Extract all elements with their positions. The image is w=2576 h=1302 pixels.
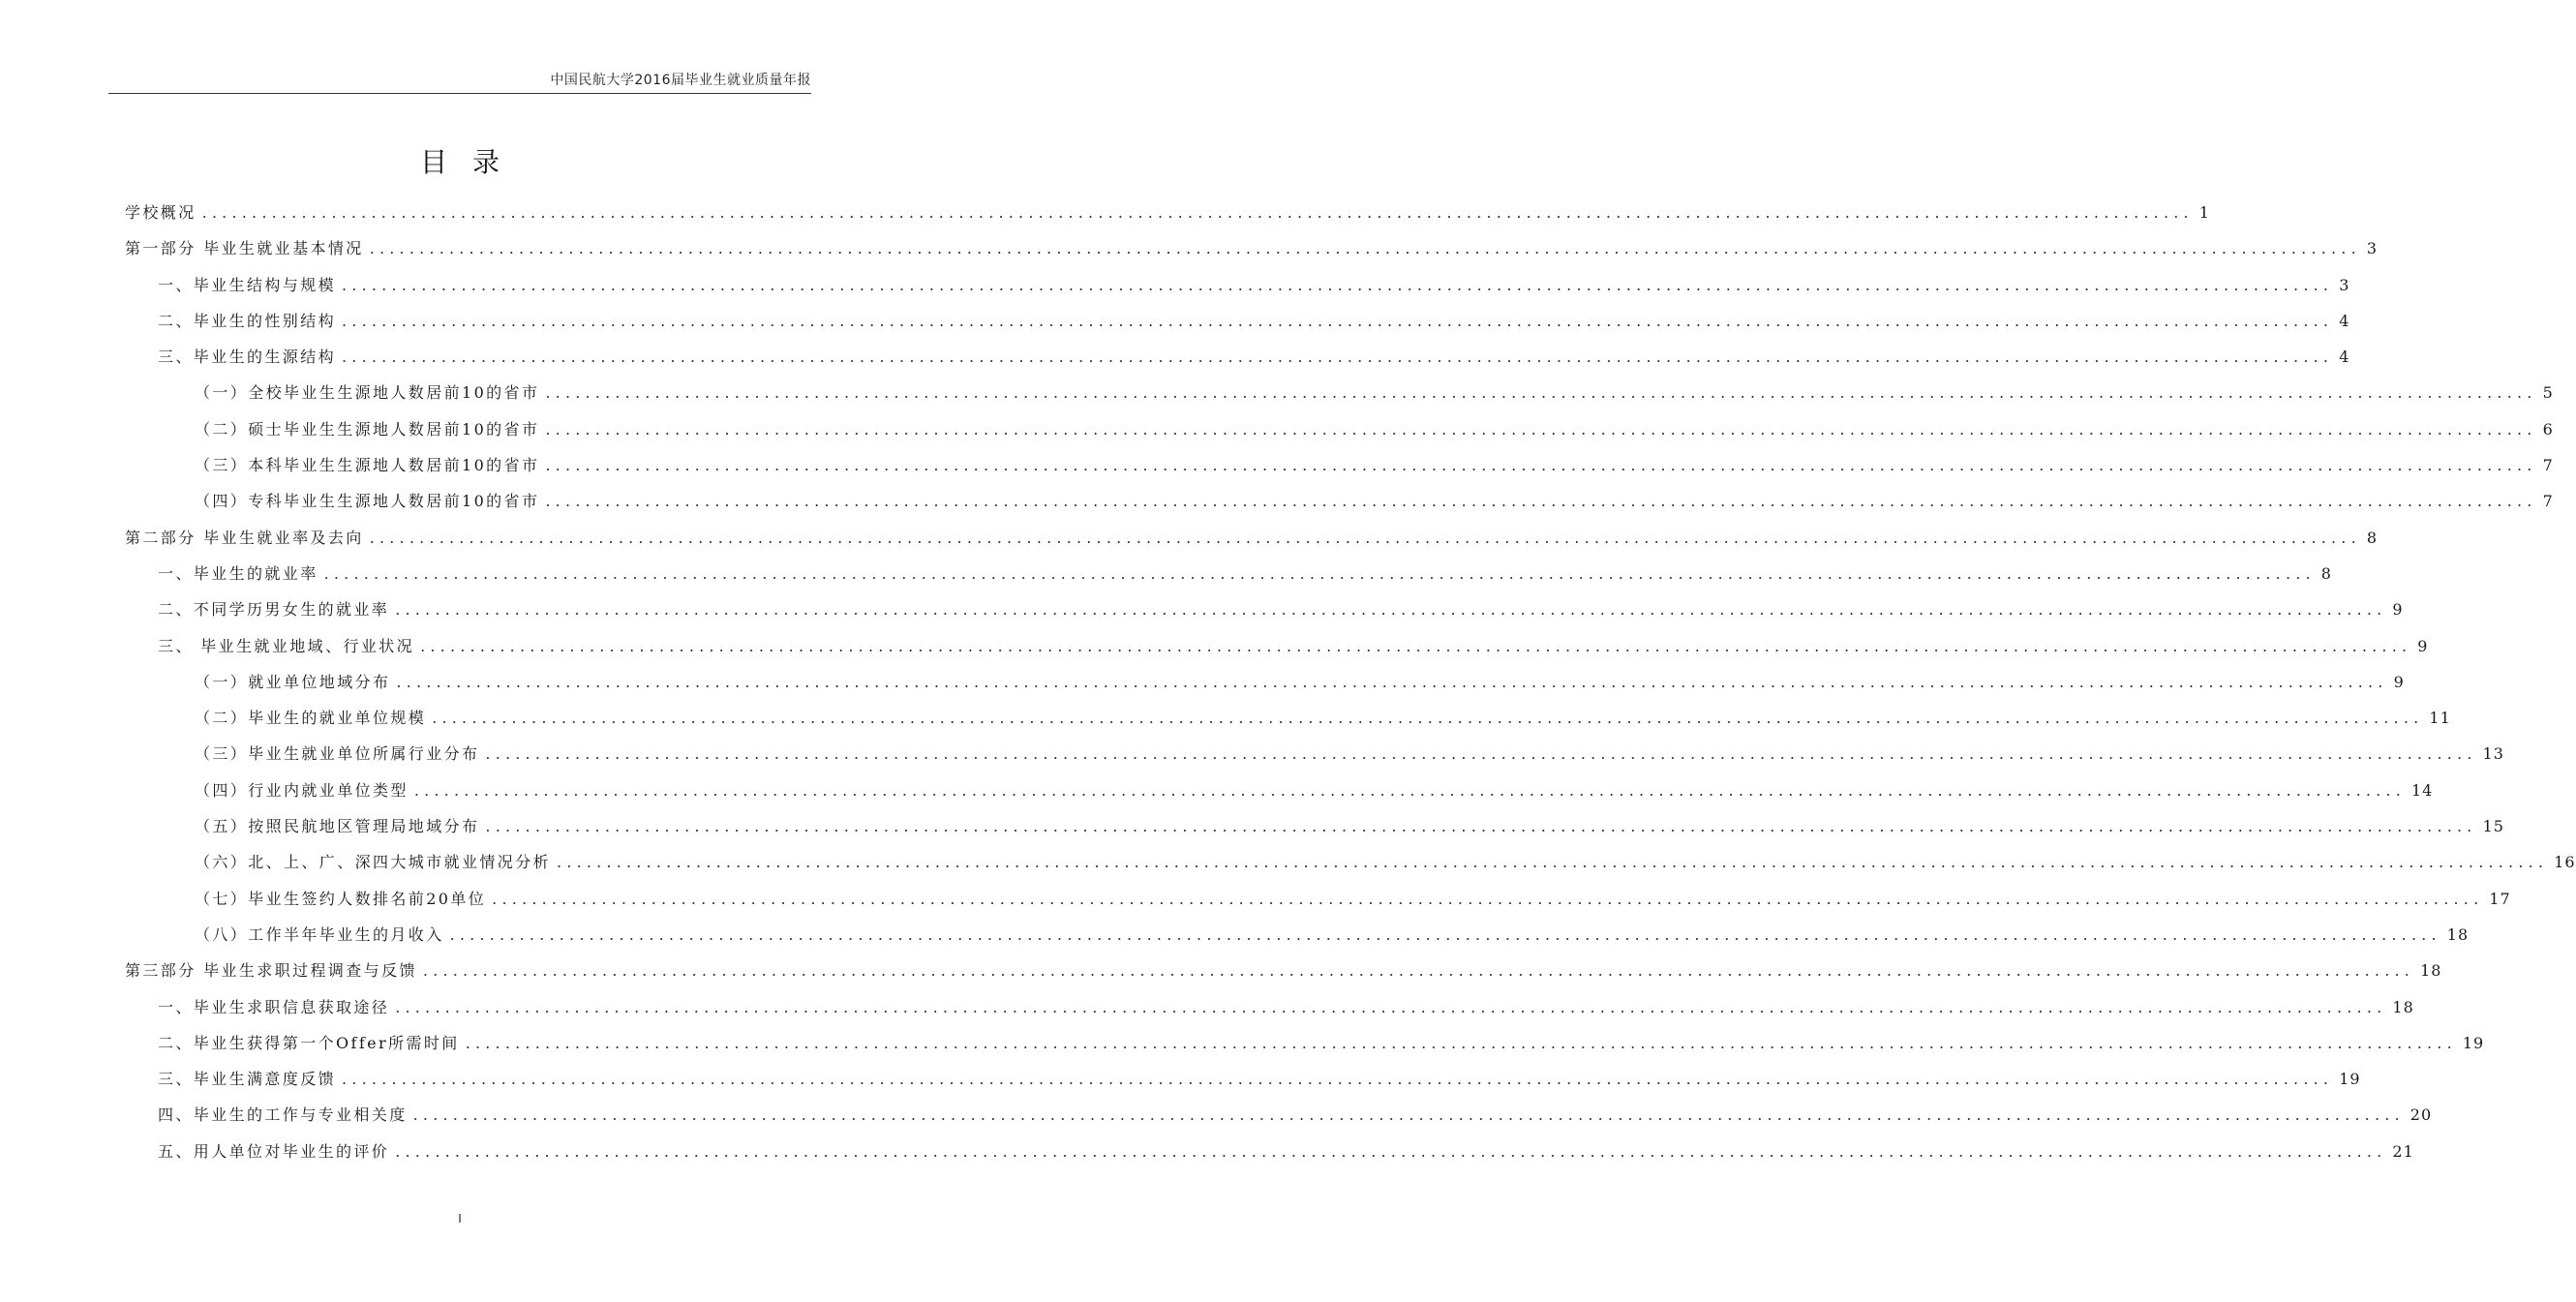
toc-entry-page: 19 — [2339, 1070, 2361, 1089]
toc-entry[interactable] — [125, 520, 2379, 556]
toc-entry-page: 5 — [2542, 383, 2554, 403]
toc-dot-leader: ........................................................................................................................................................................................................ — [395, 600, 2387, 620]
toc-entry-page: 9 — [2417, 636, 2429, 655]
toc-entry-label: 四、毕业生的工作与专业相关度 — [158, 1105, 408, 1125]
toc-dot-leader: ........................................................................................................................................................................................................ — [395, 997, 2387, 1016]
toc-dot-leader: ........................................................................................................................................................................................................ — [201, 203, 2194, 222]
header-rule — [108, 93, 811, 94]
toc-entry-page: 4 — [2339, 311, 2350, 330]
toc-entry[interactable] — [125, 664, 2405, 700]
toc-entry-page: 1 — [2198, 203, 2210, 222]
toc-entry[interactable] — [125, 700, 2451, 736]
toc-entry-label: 一、毕业生求职信息获取途径 — [158, 997, 390, 1016]
toc-entry[interactable] — [125, 411, 2554, 447]
toc-entry[interactable] — [125, 339, 2350, 375]
toc-entry-page: 14 — [2411, 780, 2434, 800]
toc-entry-label: （五）按照民航地区管理局地域分布 — [195, 817, 480, 836]
toc-entry-page: 18 — [2420, 961, 2442, 981]
toc-list — [125, 195, 2576, 1169]
toc-entry-page: 11 — [2429, 709, 2451, 728]
toc-dot-leader: ........................................................................................................................................................................................................ — [557, 853, 2549, 872]
toc-entry[interactable] — [125, 447, 2554, 483]
toc-entry[interactable] — [125, 591, 2404, 627]
toc-entry[interactable] — [125, 1097, 2433, 1133]
toc-entry-label: （二）硕士毕业生生源地人数居前10的省市 — [195, 419, 540, 439]
toc-entry-page: 16 — [2554, 853, 2576, 872]
toc-dot-leader: ........................................................................................................................................................................................................ — [369, 528, 2361, 547]
toc-entry[interactable] — [125, 303, 2350, 339]
toc-dot-leader: ........................................................................................................................................................................................................ — [465, 1033, 2457, 1052]
toc-dot-leader: ........................................................................................................................................................................................................ — [449, 924, 2441, 944]
toc-entry-label: （七）毕业生签约人数排名前20单位 — [195, 889, 487, 908]
toc-entry-page: 17 — [2489, 889, 2511, 908]
toc-entry-label: 学校概况 — [125, 203, 197, 222]
toc-entry-page: 7 — [2542, 456, 2554, 475]
toc-entry-label: 二、毕业生的性别结构 — [158, 311, 337, 330]
toc-entry[interactable] — [125, 736, 2504, 772]
toc-entry[interactable] — [125, 1134, 2414, 1169]
toc-entry-page: 3 — [2366, 239, 2379, 258]
toc-entry[interactable] — [125, 1025, 2485, 1061]
toc-entry-label: （四）专科毕业生生源地人数居前10的省市 — [195, 492, 540, 511]
toc-entry-page: 3 — [2339, 275, 2350, 294]
toc-entry-label: （一）就业单位地域分布 — [195, 672, 391, 691]
toc-entry-label: 三、 毕业生就业地域、行业状况 — [158, 636, 415, 655]
toc-entry-label: 三、毕业生满意度反馈 — [158, 1070, 337, 1089]
toc-entry-page: 7 — [2542, 492, 2554, 511]
toc-dot-leader: ........................................................................................................................................................................................................ — [342, 311, 2334, 330]
toc-entry-label: 第一部分 毕业生就业基本情况 — [125, 239, 364, 258]
toc-entry-label: 一、毕业生结构与规模 — [158, 275, 337, 294]
toc-dot-leader: ........................................................................................................................................................................................................ — [422, 961, 2415, 981]
toc-entry-label: （六）北、上、广、深四大城市就业情况分析 — [195, 853, 552, 872]
toc-dot-leader: ........................................................................................................................................................................................................ — [492, 889, 2484, 908]
toc-dot-leader: ........................................................................................................................................................................................................ — [485, 817, 2477, 836]
toc-entry-page: 18 — [2392, 997, 2414, 1016]
toc-entry-page: 9 — [2392, 600, 2404, 620]
toc-entry-page: 6 — [2542, 419, 2554, 439]
toc-entry[interactable] — [125, 230, 2379, 266]
toc-entry-label: 第二部分 毕业生就业率及去向 — [125, 528, 364, 547]
toc-entry-label: （三）毕业生就业单位所属行业分布 — [195, 744, 480, 764]
toc-entry[interactable] — [125, 556, 2332, 591]
toc-entry-page: 20 — [2409, 1105, 2433, 1125]
toc-entry[interactable] — [125, 628, 2429, 664]
toc-entry[interactable] — [125, 808, 2504, 844]
toc-dot-leader: ........................................................................................................................................................................................................ — [420, 636, 2412, 655]
toc-entry-page: 19 — [2462, 1033, 2485, 1052]
toc-dot-leader: ........................................................................................................................................................................................................ — [412, 1105, 2405, 1125]
toc-entry[interactable] — [125, 989, 2414, 1025]
toc-dot-leader: ........................................................................................................................................................................................................ — [342, 275, 2334, 294]
toc-title: 目录 — [419, 146, 525, 178]
running-header: 中国民航大学2016届毕业生就业质量年报 — [550, 73, 811, 88]
toc-entry-label: （四）行业内就业单位类型 — [195, 780, 409, 800]
toc-entry-label: 三、毕业生的生源结构 — [158, 348, 337, 367]
toc-entry-label: （二）毕业生的就业单位规模 — [195, 709, 427, 728]
toc-entry[interactable] — [125, 844, 2576, 880]
toc-entry-page: 8 — [2320, 563, 2332, 583]
toc-entry-label: 二、毕业生获得第一个Offer所需时间 — [158, 1033, 460, 1052]
toc-entry-label: 五、用人单位对毕业生的评价 — [158, 1141, 390, 1161]
toc-entry-page: 15 — [2482, 817, 2504, 836]
toc-entry[interactable] — [125, 881, 2511, 917]
toc-entry[interactable] — [125, 953, 2442, 988]
toc-entry-label: 第三部分 毕业生求职过程调查与反馈 — [125, 961, 417, 981]
toc-entry[interactable] — [125, 483, 2554, 519]
toc-entry[interactable] — [125, 267, 2350, 303]
toc-dot-leader: ........................................................................................................................................................................................................ — [395, 1141, 2387, 1161]
toc-entry-page: 4 — [2339, 348, 2350, 367]
toc-entry[interactable] — [125, 195, 2210, 230]
toc-dot-leader: ........................................................................................................................................................................................................ — [485, 744, 2477, 764]
toc-dot-leader: ........................................................................................................................................................................................................ — [545, 419, 2537, 439]
toc-entry-label: （一）全校毕业生生源地人数居前10的省市 — [195, 383, 540, 403]
toc-dot-leader: ........................................................................................................................................................................................................ — [369, 239, 2361, 258]
toc-dot-leader: ........................................................................................................................................................................................................ — [396, 672, 2388, 691]
toc-entry-label: 一、毕业生的就业率 — [158, 563, 318, 583]
toc-dot-leader: ........................................................................................................................................................................................................ — [323, 563, 2316, 583]
toc-entry[interactable] — [125, 772, 2434, 808]
toc-dot-leader: ........................................................................................................................................................................................................ — [342, 348, 2334, 367]
toc-entry-page: 21 — [2392, 1141, 2414, 1161]
toc-entry[interactable] — [125, 375, 2554, 410]
toc-dot-leader: ........................................................................................................................................................................................................ — [432, 709, 2424, 728]
toc-entry-page: 9 — [2393, 672, 2405, 691]
toc-entry-label: （八）工作半年毕业生的月收入 — [195, 924, 444, 944]
toc-dot-leader: ........................................................................................................................................................................................................ — [342, 1070, 2334, 1089]
toc-entry-label: （三）本科毕业生生源地人数居前10的省市 — [195, 456, 540, 475]
toc-entry-page: 8 — [2366, 528, 2379, 547]
toc-entry-label: 二、不同学历男女生的就业率 — [158, 600, 390, 620]
toc-dot-leader: ........................................................................................................................................................................................................ — [545, 492, 2537, 511]
toc-entry-page: 18 — [2446, 924, 2470, 944]
page-number: I — [458, 1212, 462, 1226]
toc-dot-leader: ........................................................................................................................................................................................................ — [413, 780, 2406, 800]
toc-entry-page: 13 — [2482, 744, 2504, 764]
toc-entry[interactable] — [125, 1061, 2361, 1097]
toc-dot-leader: ........................................................................................................................................................................................................ — [545, 383, 2537, 403]
toc-entry[interactable] — [125, 917, 2470, 953]
toc-dot-leader: ........................................................................................................................................................................................................ — [545, 456, 2537, 475]
